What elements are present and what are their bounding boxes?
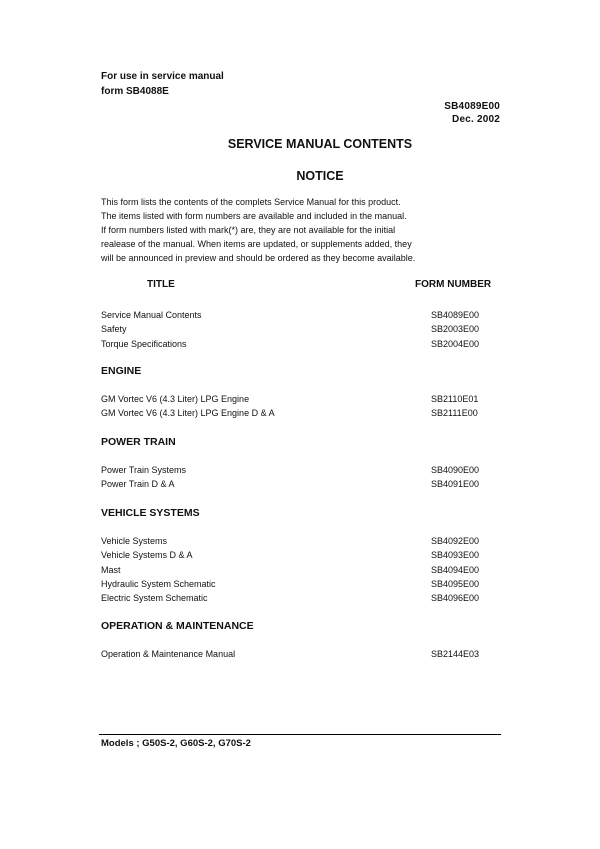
notice-line: This form lists the contents of the complets Service Manual for this product. bbox=[101, 197, 401, 207]
section-operation-maintenance bbox=[101, 619, 501, 661]
notice-line: If form numbers listed with mark(*) are, they are not available for the initial bbox=[101, 225, 396, 235]
column-header-form-number: FORM NUMBER bbox=[415, 279, 492, 290]
item-form-number: SB4093E00 bbox=[431, 550, 480, 561]
manual-reference bbox=[101, 69, 224, 99]
item-title: Vehicle Systems bbox=[101, 536, 168, 546]
item-form-number: SB4094E00 bbox=[431, 564, 480, 575]
list-item bbox=[101, 548, 501, 562]
column-header-title: TITLE bbox=[147, 279, 175, 290]
section-power-train bbox=[101, 435, 501, 492]
list-item bbox=[101, 337, 501, 351]
item-title: Safety bbox=[101, 324, 127, 335]
form-info bbox=[444, 100, 500, 126]
list-item bbox=[101, 591, 501, 605]
list-item bbox=[101, 647, 501, 661]
manual-reference-line2: form SB4088E bbox=[101, 86, 169, 97]
list-item bbox=[101, 463, 501, 477]
item-title: Power Train Systems bbox=[101, 465, 187, 475]
footer-divider bbox=[99, 734, 501, 735]
item-form-number: SB4096E00 bbox=[431, 593, 480, 604]
item-form-number: SB2144E03 bbox=[431, 649, 480, 659]
page-title: SERVICE MANUAL CONTENTS bbox=[227, 137, 413, 151]
section-general bbox=[101, 308, 501, 351]
section-engine bbox=[101, 364, 501, 421]
list-item bbox=[101, 392, 501, 406]
item-title: Service Manual Contents bbox=[101, 310, 202, 320]
section-heading: VEHICLE SYSTEMS bbox=[101, 507, 200, 519]
item-title: Electric System Schematic bbox=[101, 593, 208, 604]
item-title: Mast bbox=[101, 564, 121, 575]
form-date: Dec. 2002 bbox=[452, 114, 500, 125]
section-heading: POWER TRAIN bbox=[101, 436, 176, 448]
list-item bbox=[101, 477, 501, 491]
item-form-number: SB2004E00 bbox=[431, 338, 480, 349]
item-title: Power Train D & A bbox=[101, 479, 175, 490]
list-item bbox=[101, 322, 501, 336]
item-form-number: SB4090E00 bbox=[431, 465, 480, 475]
item-title: GM Vortec V6 (4.3 Liter) LPG Engine D & A bbox=[101, 408, 275, 419]
item-title: Hydraulic System Schematic bbox=[101, 578, 216, 589]
manual-reference-line1: For use in service manual bbox=[101, 71, 224, 82]
item-form-number: SB2111E00 bbox=[431, 408, 478, 419]
item-title: GM Vortec V6 (4.3 Liter) LPG Engine bbox=[101, 394, 250, 404]
list-item bbox=[101, 534, 501, 548]
list-item bbox=[101, 563, 501, 577]
item-form-number: SB4091E00 bbox=[431, 479, 480, 490]
list-item bbox=[101, 577, 501, 591]
notice-heading: NOTICE bbox=[296, 169, 344, 183]
notice-line: The items listed with form numbers are available and included in the manual. bbox=[101, 211, 407, 221]
section-heading: ENGINE bbox=[101, 365, 142, 377]
list-item bbox=[101, 308, 501, 322]
footer-models: Models ; G50S-2, G60S-2, G70S-2 bbox=[101, 738, 251, 749]
item-form-number: SB2110E01 bbox=[431, 394, 479, 404]
list-item bbox=[101, 406, 501, 420]
item-title: Vehicle Systems D & A bbox=[101, 550, 193, 561]
item-form-number: SB4092E00 bbox=[431, 536, 480, 546]
item-form-number: SB4089E00 bbox=[431, 310, 480, 320]
item-form-number: SB4095E00 bbox=[431, 578, 480, 589]
section-heading: OPERATION & MAINTENANCE bbox=[101, 620, 254, 632]
notice-text bbox=[101, 195, 481, 265]
section-vehicle-systems bbox=[101, 506, 501, 605]
item-title: Torque Specifications bbox=[101, 338, 187, 349]
item-form-number: SB2003E00 bbox=[431, 324, 480, 335]
form-number: SB4089E00 bbox=[444, 101, 500, 112]
item-title: Operation & Maintenance Manual bbox=[101, 649, 236, 659]
notice-line: will be announced in preview and should be ordered as they become available. bbox=[101, 253, 416, 263]
notice-line: realease of the manual. When items are updated, or supplements added, they bbox=[101, 239, 412, 249]
